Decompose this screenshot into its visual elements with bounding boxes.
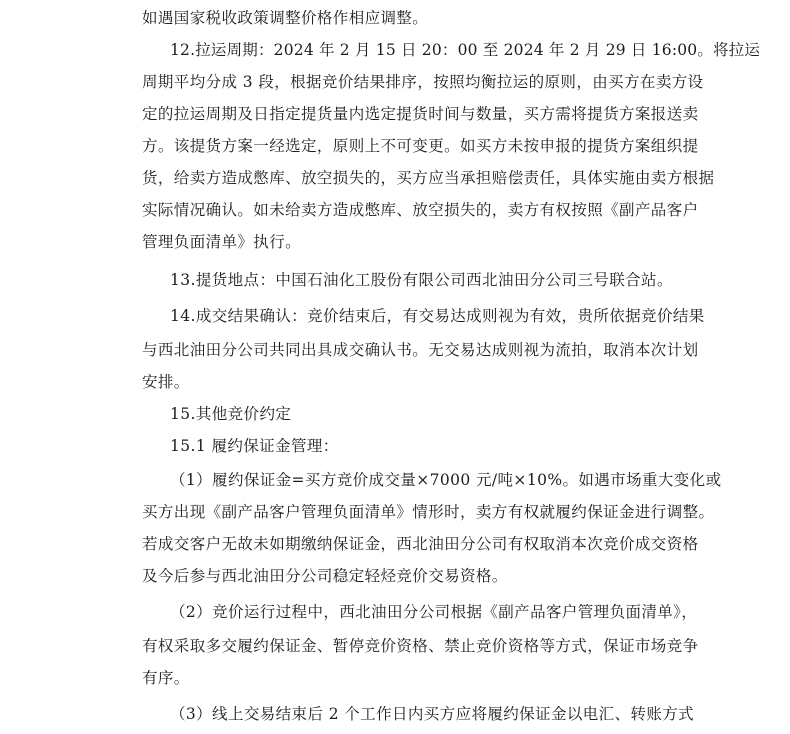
section-heading: 15.其他竞价约定 (170, 405, 292, 423)
text-line: 管理负面清单》执行。 (142, 233, 302, 251)
text-line: （2）竞价运行过程中，西北油田分公司根据《副产品客户管理负面清单》， (170, 603, 698, 621)
text-line: 有权采取多交履约保证金、暂停竞价资格、禁止竞价资格等方式，保证市场竞争 (142, 637, 699, 655)
text-line: 周期平均分成 3 段，根据竞价结果排序，按照均衡拉运的原则，由买方在卖方设 (142, 73, 704, 91)
text-line: 与西北油田分公司共同出具成交确认书。无交易达成则视为流拍，取消本次计划 (142, 341, 699, 359)
text-line: 货，给卖方造成憋库、放空损失的，买方应当承担赔偿责任，具体实施由卖方根据 (142, 169, 715, 187)
text-line: 及今后参与西北油田分公司稳定轻烃竞价交易资格。 (142, 567, 508, 585)
text-line: （1）履约保证金=买方竞价成交量×7000 元/吨×10%。如遇市场重大变化或 (170, 471, 722, 489)
text-line: 安排。 (142, 373, 190, 391)
text-line: 买方出现《副产品客户管理负面清单》情形时，卖方有权就履约保证金进行调整。 (142, 503, 715, 521)
text-line: 方。该提货方案一经选定，原则上不可变更。如买方未按申报的提货方案组织提 (142, 137, 699, 155)
text-line: 实际情况确认。如未给卖方造成憋库、放空损失的，卖方有权按照《副产品客户 (142, 201, 699, 219)
text-line: 有序。 (142, 669, 190, 687)
text-line: 如遇国家税收政策调整价格作相应调整。 (142, 9, 429, 27)
text-line: 12.拉运周期：2024 年 2 月 15 日 20：00 至 2024 年 2 月 29 日 16:00。将拉运 (170, 41, 761, 59)
text-line: 定的拉运周期及日指定提货量内选定提货时间与数量，买方需将提货方案报送卖 (142, 105, 699, 123)
text-line: （3）线上交易结束后 2 个工作日内买方应将履约保证金以电汇、转账方式 (170, 705, 695, 723)
subsection-heading: 15.1 履约保证金管理： (170, 437, 339, 455)
text-line: 13.提货地点：中国石油化工股份有限公司西北油田分公司三号联合站。 (170, 271, 673, 289)
text-line: 14.成交结果确认：竞价结束后，有交易达成则视为有效，贵所依据竞价结果 (170, 307, 705, 325)
text-line: 若成交客户无故未如期缴纳保证金，西北油田分公司有权取消本次竞价成交资格 (142, 535, 699, 553)
